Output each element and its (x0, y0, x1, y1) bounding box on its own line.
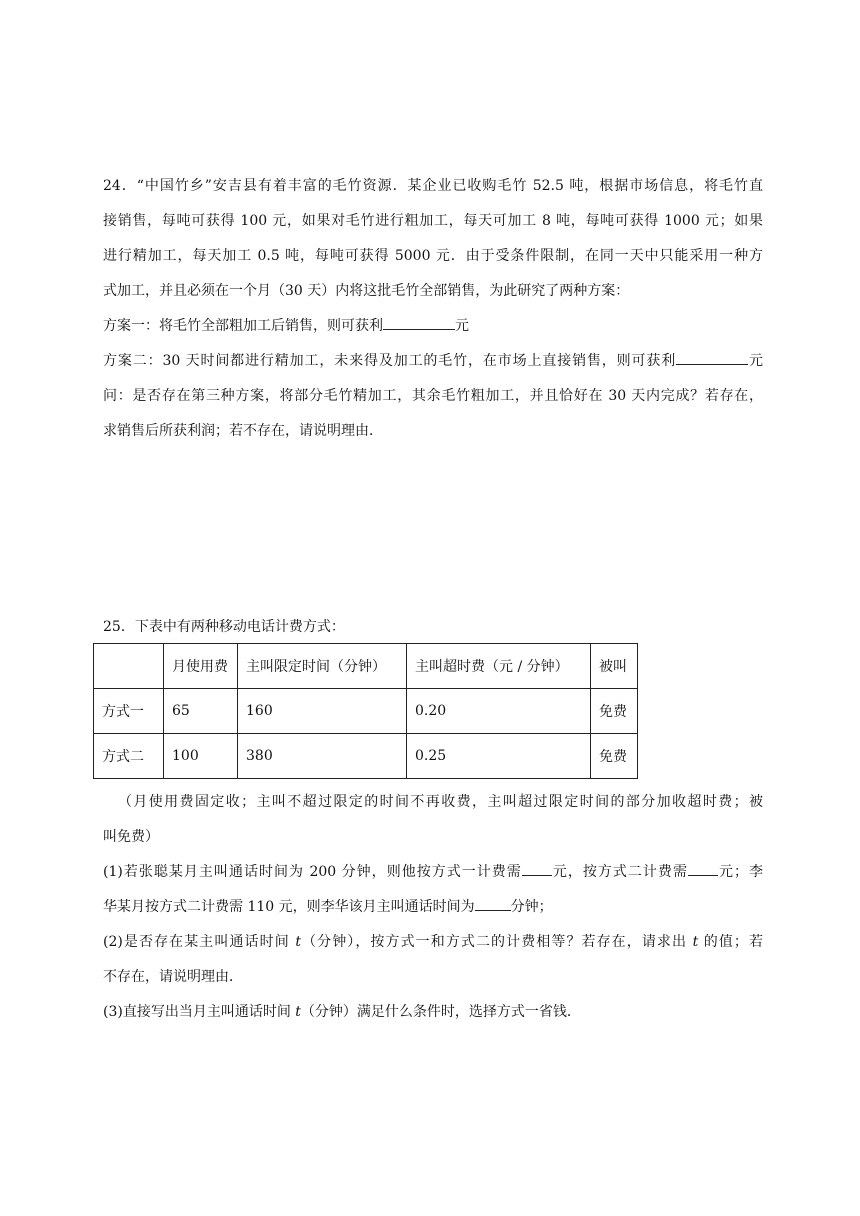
table-header-cell: 主叫超时费（元 / 分钟） (407, 644, 591, 689)
question-25-body (103, 785, 763, 1030)
q24-line-1: 24．“中国竹乡”安吉县有着丰富的毛竹资源．某企业已收购毛竹 52.5 吨，根据市场信息，将毛竹直 (103, 178, 763, 194)
q25-part-3 (103, 995, 763, 1030)
table-cell: 0.20 (407, 689, 591, 734)
question-25-intro (103, 610, 763, 645)
q25-part-1-line-2 (103, 890, 763, 925)
p1-text-a: (1)若张聪某月主叫通话时间为 200 分钟，则他按方式一计费需 (103, 864, 522, 880)
plan-two (103, 344, 763, 379)
table-header-cell: 主叫限定时间（分钟） (238, 644, 407, 689)
table-header-cell: 被叫 (591, 644, 638, 689)
table-cell: 100 (164, 734, 238, 779)
plan-two-text: 方案二：30 天时间都进行精加工，未来得及加工的毛竹，在市场上直接销售，则可获利 (103, 353, 677, 369)
table-row (94, 689, 638, 734)
table-cell: 65 (164, 689, 238, 734)
plan-one-answer-blank[interactable] (383, 314, 455, 330)
q24-line-4: 式加工，并且必须在一个月（30 天）内将这批毛竹全部销售，为此研究了两种方案： (103, 283, 630, 299)
table-header-cell (94, 644, 164, 689)
table-cell: 0.25 (407, 734, 591, 779)
p1-text-d: 华某月按方式二计费需 110 元，则李华该月主叫通话时间为 (103, 899, 475, 915)
p3-text-a: (3)直接写出当月主叫通话时间 (103, 1004, 296, 1020)
p1-text-c: 元；李 (717, 864, 764, 880)
p2-variable-t: t (295, 934, 301, 950)
q25-intro-text: 25．下表中有两种移动电话计费方式： (103, 619, 345, 635)
q24-ask-line-1: 问：是否存在第三种方案，将部分毛竹精加工，其余毛竹粗加工，并且恰好在 30 天内完成？若存在， (103, 388, 763, 404)
q25-part-2-line-2: 不存在，请说明理由． (103, 969, 243, 985)
table-cell: 160 (238, 689, 407, 734)
table-cell: 380 (238, 734, 407, 779)
table-header-cell: 月使用费 (164, 644, 238, 689)
q24-ask-line-2: 求销售后所获利润；若不存在，请说明理由． (103, 423, 383, 439)
q25-note-line-1: （月使用费固定收；主叫不超过限定的时间不再收费，主叫超过限定时间的部分加收超时费；被 (118, 794, 763, 810)
plan-two-answer-blank[interactable] (676, 349, 748, 365)
p1-blank-method-two[interactable] (688, 860, 718, 876)
q24-line-3: 进行精加工，每天加工 0.5 吨，每吨可获得 5000 元．由于受条件限制，在同一天中只能采用一种方 (103, 248, 763, 264)
q25-part-1-line-1 (103, 855, 763, 890)
table-cell: 方式一 (94, 689, 164, 734)
plan-one (103, 309, 763, 344)
p1-blank-call-time[interactable] (475, 895, 511, 911)
plan-two-unit: 元 (748, 353, 764, 369)
plan-one-text: 方案一：将毛竹全部粗加工后销售，则可获利 (103, 318, 383, 334)
p2-text-b: （分钟），按方式一和方式二的计费相等？若存在，请求出 (300, 934, 693, 950)
p2-text-a: (2)是否存在某主叫通话时间 (103, 934, 296, 950)
q25-part-2-line-1 (103, 925, 763, 960)
question-24 (103, 169, 763, 449)
p2-text-c: 的值；若 (698, 934, 764, 950)
table-cell: 免费 (591, 734, 638, 779)
table-header-row (94, 644, 638, 689)
table-cell: 免费 (591, 689, 638, 734)
fee-table (93, 643, 638, 779)
table-cell: 方式二 (94, 734, 164, 779)
plan-one-unit: 元 (455, 318, 469, 334)
p1-text-e: 分钟； (510, 899, 553, 915)
p3-variable-t: t (295, 1004, 301, 1020)
table-row (94, 734, 638, 779)
p3-text-b: （分钟）满足什么条件时，选择方式一省钱． (300, 1004, 581, 1020)
q25-note-line-2: 叫免费） (103, 829, 159, 845)
p1-blank-method-one[interactable] (522, 860, 552, 876)
p1-text-b: 元，按方式二计费需 (551, 864, 688, 880)
p2-variable-t-2: t (692, 934, 699, 950)
q24-line-2: 接销售，每吨可获得 100 元，如果对毛竹进行粗加工，每天可加工 8 吨，每吨可获得 1000 元；如果 (103, 213, 763, 229)
